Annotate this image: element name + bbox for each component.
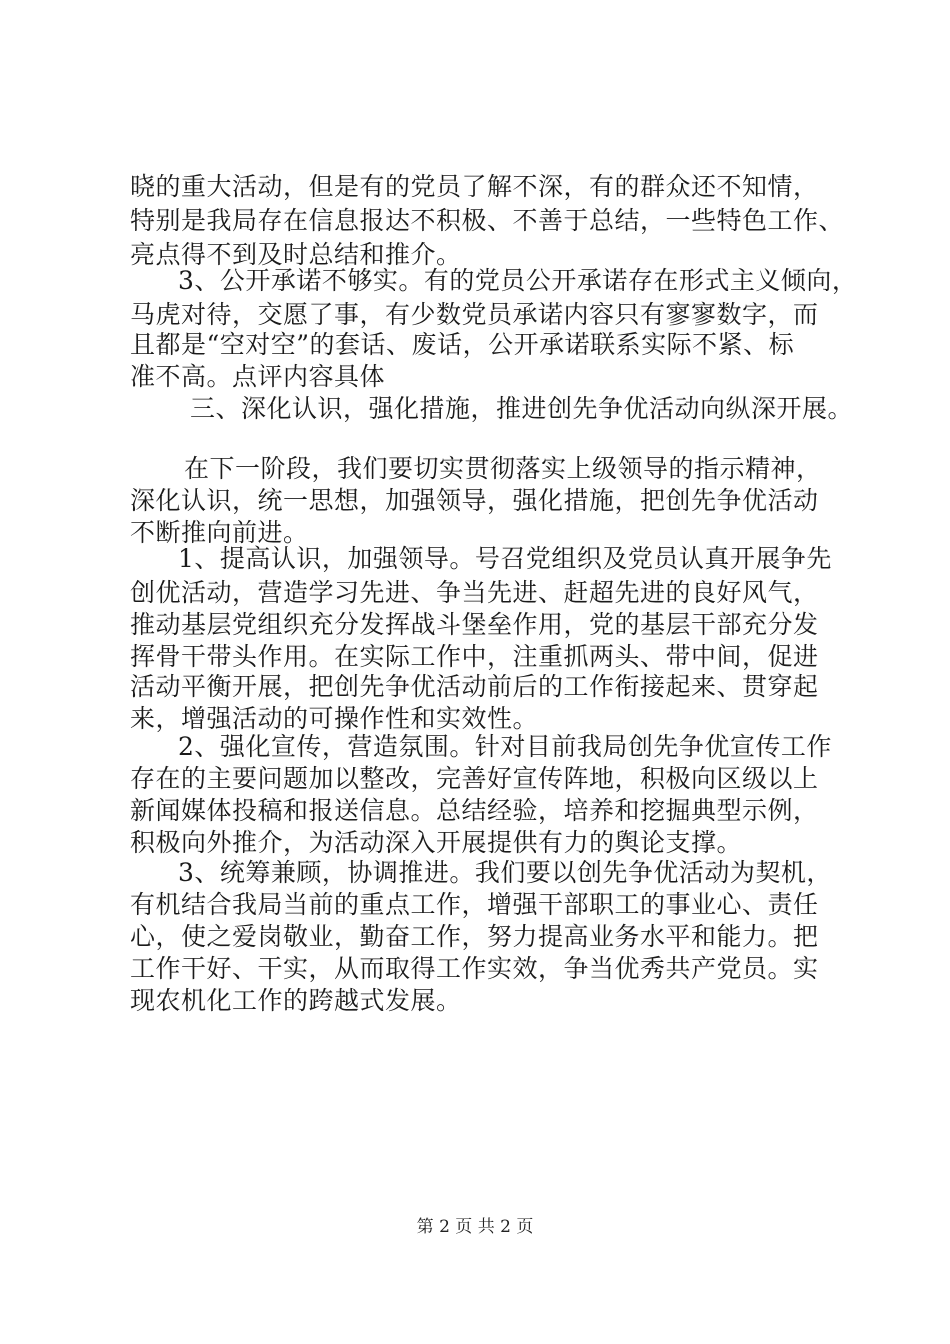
text-line: 晓的重大活动，但是有的党员了解不深，有的群众还不知情，: [130, 172, 819, 201]
text-line: 在下一阶段，我们要切实贯彻落实上级领导的指示精神，: [184, 454, 822, 483]
text-line: 有机结合我局当前的重点工作，增强干部职工的事业心、责任: [130, 890, 819, 919]
text-line: 创优活动，营造学习先进、争当先进、赶超先进的良好风气，: [130, 578, 819, 607]
text-line: 2、强化宣传，营造氛围。针对目前我局创先争优宣传工作: [178, 732, 832, 761]
text-line: 3、公开承诺不够实。有的党员公开承诺存在形式主义倾向，: [178, 266, 858, 295]
text-line: 推动基层党组织充分发挥战斗堡垒作用，党的基层干部充分发: [130, 610, 819, 639]
text-line: 特别是我局存在信息报达不积极、不善于总结，一些特色工作、: [130, 206, 845, 235]
text-line: 亮点得不到及时总结和推介。: [130, 240, 462, 269]
text-line: 深化认识，统一思想，加强领导，强化措施，把创先争优活动: [130, 486, 819, 515]
text-line: 工作干好、干实，从而取得工作实效，争当优秀共产党员。实: [130, 954, 819, 983]
text-line: 不断推向前进。: [130, 518, 309, 547]
text-line: 1、提高认识，加强领导。号召党组织及党员认真开展争先: [178, 544, 832, 573]
text-line: 活动平衡开展，把创先争优活动前后的工作衔接起来、贯穿起: [130, 672, 819, 701]
text-line: 来，增强活动的可操作性和实效性。: [130, 704, 539, 733]
text-line: 心，使之爱岗敬业，勤奋工作，努力提高业务水平和能力。把: [130, 922, 819, 951]
text-line: 积极向外推介，为活动深入开展提供有力的舆论支撑。: [130, 828, 743, 857]
text-line: 新闻媒体投稿和报送信息。总结经验，培养和挖掘典型示例，: [130, 796, 819, 825]
text-line: 挥骨干带头作用。在实际工作中，注重抓两头、带中间，促进: [130, 642, 819, 671]
text-line: 准不高。点评内容具体: [130, 362, 386, 391]
text-line: 且都是“空对空”的套话、废话，公开承诺联系实际不紧、标: [130, 330, 795, 359]
section-heading: 三、深化认识，强化措施，推进创先争优活动向纵深开展。: [190, 394, 854, 423]
text-line: 马虎对待，交愿了事，有少数党员承诺内容只有寥寥数字，而: [130, 300, 819, 329]
text-line: 3、统筹兼顾，协调推进。我们要以创先争优活动为契机，: [178, 858, 832, 887]
page-number-footer: 第 2 页 共 2 页: [416, 1217, 534, 1237]
text-line: 存在的主要问题加以整改，完善好宣传阵地，积极向区级以上: [130, 764, 819, 793]
text-line: 现农机化工作的跨越式发展。: [130, 986, 462, 1015]
